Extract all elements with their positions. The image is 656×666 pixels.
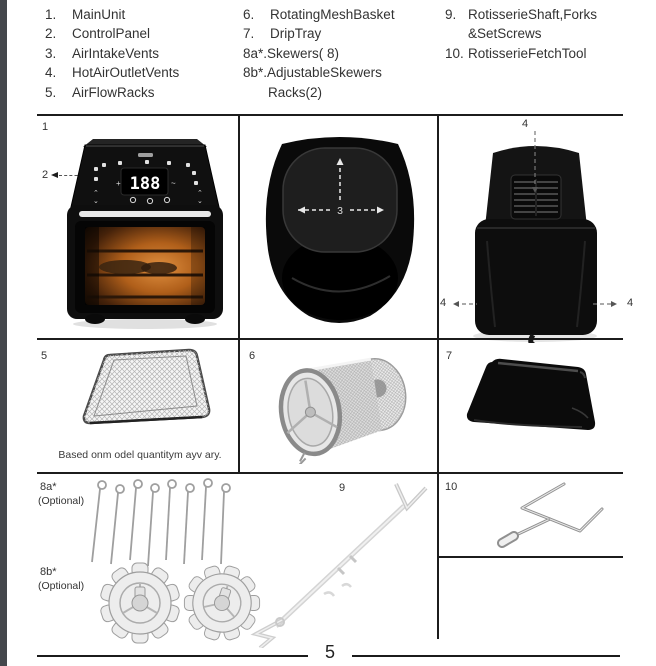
air-fryer-top-view-illustration xyxy=(252,128,427,336)
item-number: 3. xyxy=(45,45,57,61)
item-number: 2. xyxy=(45,26,57,42)
air-fryer-rear-view-illustration xyxy=(447,131,619,343)
list-item xyxy=(445,44,597,63)
item-number: 4. xyxy=(45,65,57,81)
parts-list-column-3 xyxy=(445,5,597,63)
parts-list-column-1 xyxy=(45,5,179,102)
cell8a-number: 8a* xyxy=(40,481,57,493)
brand-logo xyxy=(138,153,153,157)
list-item xyxy=(45,83,179,102)
cell1-number: 1 xyxy=(42,121,49,133)
rotisserie-fetch-tool-illustration xyxy=(476,478,611,554)
item-label: AdjustableSkewers xyxy=(267,65,382,81)
door-handle xyxy=(79,211,211,217)
scan-edge-strip xyxy=(0,0,7,666)
cell3-number-top: 4 xyxy=(522,118,529,130)
cell3-number-left: 4 xyxy=(440,297,447,309)
item-number: 8a*. xyxy=(243,45,268,61)
item-label-line2: &SetScrews xyxy=(468,26,542,42)
item-number: 9. xyxy=(445,7,457,22)
list-item xyxy=(243,24,395,43)
cell10-number: 10 xyxy=(445,481,458,493)
cell8b-optional-label: (Optional) xyxy=(38,580,85,592)
item-number: 6. xyxy=(243,7,255,22)
item-label: RotatingMeshBasket xyxy=(270,7,395,22)
item-label: MainUnit xyxy=(72,7,126,22)
svg-text:⌄: ⌄ xyxy=(197,198,203,205)
air-fryer-front-illustration xyxy=(55,133,235,333)
svg-text:+: + xyxy=(116,179,121,188)
air-flow-rack-illustration xyxy=(62,344,220,444)
svg-text:⌃: ⌃ xyxy=(197,190,203,197)
cell9-number: 9 xyxy=(339,482,346,494)
page-number: 5 xyxy=(308,642,352,663)
digital-display-value: 188 xyxy=(129,174,161,194)
cell2-number: 3 xyxy=(337,205,343,217)
rotating-mesh-basket-illustration xyxy=(268,350,418,464)
item-label-line2: Racks(2) xyxy=(268,84,323,100)
svg-text:⌃: ⌃ xyxy=(93,190,99,197)
grid-line-cell10-bottom xyxy=(437,556,623,558)
drip-tray-illustration xyxy=(452,350,612,450)
skewer-rack-left xyxy=(99,563,180,643)
list-item xyxy=(45,63,179,82)
svg-text:⌄: ⌄ xyxy=(93,198,99,205)
item-number: 1. xyxy=(45,7,57,22)
cell8a-optional-label: (Optional) xyxy=(38,495,85,507)
item-number: 5. xyxy=(45,84,57,100)
skewer-racks-illustration xyxy=(92,556,264,651)
cell5-number: 5 xyxy=(41,350,48,362)
rotisserie-end-fork xyxy=(256,620,282,648)
item-label: AirFlowRacks xyxy=(72,84,155,100)
list-item xyxy=(45,44,179,63)
item-label: DripTray xyxy=(270,26,322,42)
item-label: AirIntakeVents xyxy=(72,45,160,61)
list-item xyxy=(243,5,395,24)
parts-list-column-2 xyxy=(243,5,395,102)
grid-line-top xyxy=(37,114,623,116)
item-label: RotisserieShaft,Forks xyxy=(468,7,598,22)
callout-number: 2 xyxy=(42,169,49,181)
list-item xyxy=(243,63,395,102)
item-label: ControlPanel xyxy=(72,26,151,42)
item-label: HotAirOutletVents xyxy=(72,65,180,81)
list-item xyxy=(45,5,179,24)
grid-line-col1-col2 xyxy=(238,114,240,474)
item-number: 10. xyxy=(445,45,464,61)
item-number: 8b*. xyxy=(243,65,268,81)
list-item xyxy=(445,5,597,24)
item-number: 7. xyxy=(243,26,255,42)
quantity-note: Based onm odel quantitym ayv ary. xyxy=(58,449,222,461)
list-item xyxy=(45,24,179,43)
cell7-number: 7 xyxy=(446,350,453,362)
cell6-number: 6 xyxy=(249,350,256,362)
item-label: RotisserieFetchTool xyxy=(468,45,587,61)
cell3-number-right: 4 xyxy=(627,297,634,309)
list-item xyxy=(243,44,395,63)
rotisserie-shaft-illustration xyxy=(246,476,438,648)
cell8b-number: 8b* xyxy=(40,566,57,578)
svg-text:~: ~ xyxy=(171,179,176,188)
item-label: Skewers( 8) xyxy=(267,45,340,61)
